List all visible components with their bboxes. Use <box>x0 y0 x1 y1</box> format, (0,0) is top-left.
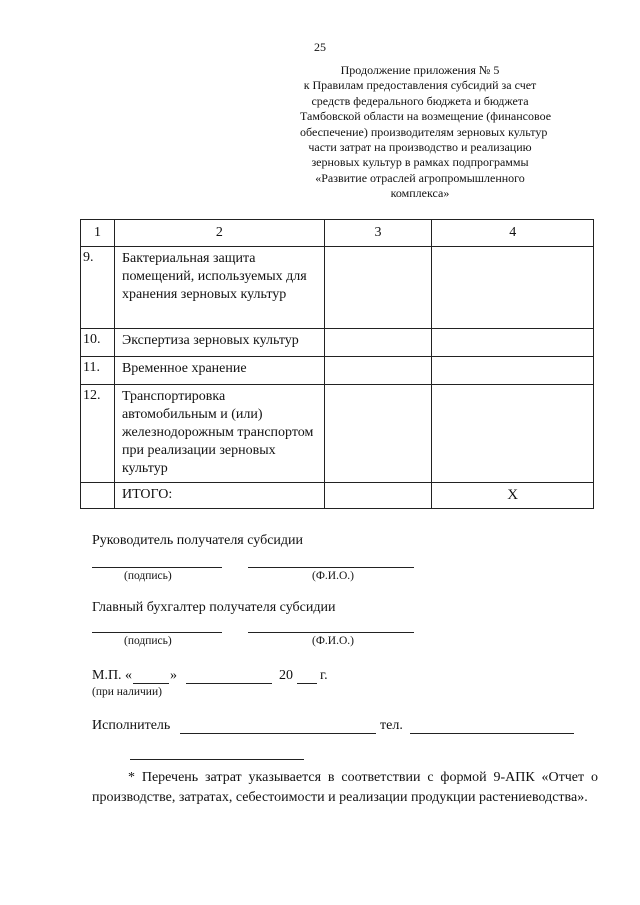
executor-phone-line[interactable] <box>410 733 574 734</box>
table-row <box>81 247 594 329</box>
accountant-fio-line[interactable] <box>248 632 414 633</box>
appendix-header-line: части затрат на производство и реализацию <box>308 140 532 155</box>
signature-caption: (подпись) <box>124 635 172 647</box>
row-cost-name: Временное хранение <box>114 357 324 385</box>
row-cell-col4 <box>432 247 594 329</box>
stamp-if-any-caption: (при наличии) <box>92 686 162 698</box>
row-cell-col3 <box>324 357 432 385</box>
row-cell-col3 <box>324 329 432 357</box>
table-header-cell: 1 <box>81 220 115 247</box>
footnote-separator <box>130 759 304 760</box>
page-number: 25 <box>314 40 326 54</box>
appendix-header-line: к Правилам предоставления субсидий за счет <box>303 78 537 93</box>
date-year-prefix: 20 <box>279 668 293 683</box>
row-cell-col3 <box>324 247 432 329</box>
row-cell-col3 <box>324 385 432 483</box>
head-fio-line[interactable] <box>248 567 414 568</box>
appendix-header-line: Продолжение приложения № 5 <box>340 63 500 77</box>
appendix-header-line: Тамбовской области на возмещение (финансовое <box>300 109 552 124</box>
costs-table <box>80 219 594 509</box>
row-number: 12. <box>81 385 115 483</box>
head-signature-label: Руководитель получателя субсидии <box>92 533 304 548</box>
row-number: 10. <box>81 329 115 357</box>
appendix-header-line: «Развитие отраслей агропромышленного <box>315 170 525 185</box>
accountant-signature-label: Главный бухгалтер получателя субсидии <box>92 600 336 615</box>
fio-caption: (Ф.И.О.) <box>312 635 354 647</box>
date-day-line[interactable] <box>133 683 169 684</box>
appendix-header-line: комплекса» <box>390 186 450 201</box>
table-header-cell: 4 <box>432 220 594 247</box>
row-cell-col4 <box>432 329 594 357</box>
date-year-suffix: г. <box>320 668 328 683</box>
accountant-signature-line[interactable] <box>92 632 222 633</box>
row-cell-col4 <box>432 357 594 385</box>
table-total-row <box>81 483 594 509</box>
total-col3 <box>324 483 432 509</box>
appendix-header <box>300 63 552 202</box>
executor-label: Исполнитель <box>92 718 171 733</box>
total-number <box>81 483 115 509</box>
row-cost-name: Бактериальная защита помещений, используемых для хранения зерновых культур <box>114 247 324 329</box>
fio-caption: (Ф.И.О.) <box>312 570 354 582</box>
executor-name-line[interactable] <box>180 733 376 734</box>
row-cell-col4 <box>432 385 594 483</box>
appendix-header-line: средств федерального бюджета и бюджета <box>311 93 529 108</box>
table-row <box>81 385 594 483</box>
table-row <box>81 329 594 357</box>
date-month-line[interactable] <box>186 683 272 684</box>
row-cost-name: Транспортировка автомобильным и (или) железнодорожным транспортом при реализации зерновых культур <box>114 385 324 483</box>
signature-caption: (подпись) <box>124 570 172 582</box>
footnote-text: * Перечень затрат указывается в соответствии с формой 9-АПК «Отчет о производстве, затратах, себестоимости и реализации продукции растениеводства». <box>92 770 598 805</box>
head-signature-line[interactable] <box>92 567 222 568</box>
row-cost-name: Экспертиза зерновых культур <box>114 329 324 357</box>
date-quote-close: » <box>170 668 177 683</box>
table-row <box>81 357 594 385</box>
total-col4-mark: Х <box>432 483 594 509</box>
table-header-row <box>81 220 594 247</box>
appendix-header-line: обеспечение) производителям зерновых культур <box>300 124 548 139</box>
total-label: ИТОГО: <box>114 483 324 509</box>
row-number: 11. <box>81 357 115 385</box>
table-header-cell: 2 <box>114 220 324 247</box>
table-header-cell: 3 <box>324 220 432 247</box>
stamp-mp-label: М.П. « <box>92 668 133 683</box>
appendix-header-line: зерновых культур в рамках подпрограммы <box>311 155 529 170</box>
executor-phone-label: тел. <box>380 718 403 733</box>
date-year-line[interactable] <box>297 683 317 684</box>
row-number: 9. <box>81 247 115 329</box>
